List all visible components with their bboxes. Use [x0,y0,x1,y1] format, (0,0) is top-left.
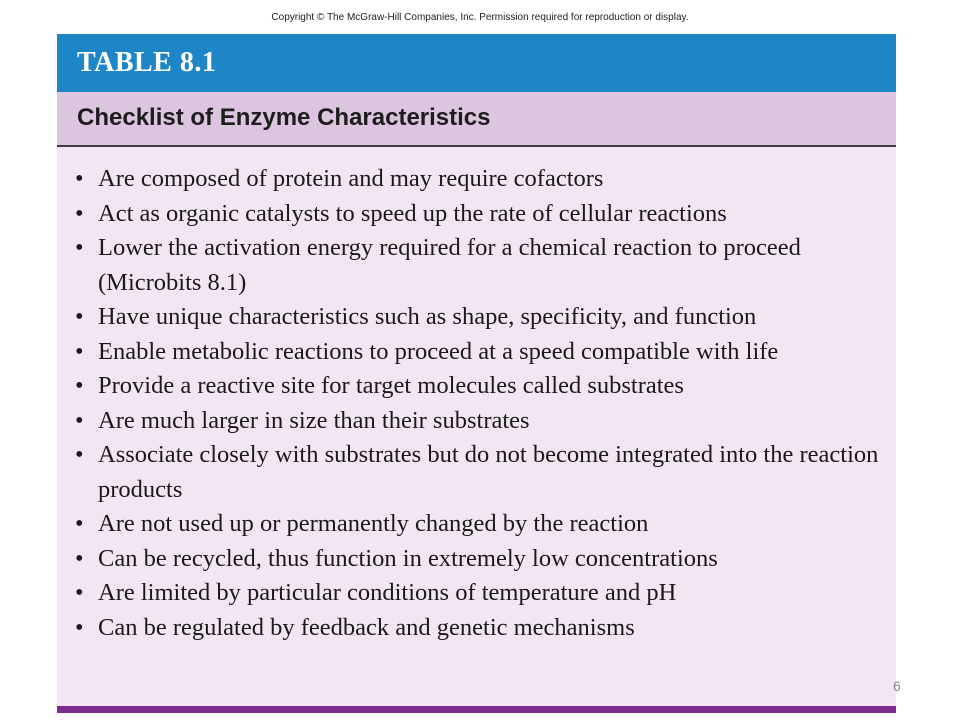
bullet-icon: • [75,579,84,606]
checklist-item [75,369,885,404]
enzyme-checklist [75,162,885,645]
checklist-item [75,404,885,439]
table-title: Checklist of Enzyme Characteristics [77,104,491,131]
checklist-item-text: Have unique characteristics such as shape, specificity, and function [98,303,757,330]
checklist-item [75,507,885,542]
checklist-item-text: Act as organic catalysts to speed up the rate of cellular reactions [98,199,727,227]
checklist-item-text: Enable metabolic reactions to proceed at a speed compatible with life [98,337,779,365]
page-number: 6 [893,678,901,694]
bullet-icon: • [75,441,84,468]
bullet-icon: • [75,372,84,399]
checklist-item-text: Provide a reactive site for target molecules called substrates [98,372,684,399]
bullet-icon: • [75,613,84,641]
bullet-icon: • [75,303,84,330]
checklist-item [75,300,885,335]
checklist-item-text: Are limited by particular conditions of temperature and pH [98,579,677,606]
checklist-item-text: Are composed of protein and may require cofactors [98,165,604,192]
checklist-item [75,162,885,197]
checklist-item [75,611,885,646]
checklist-item [75,438,885,507]
bullet-icon: • [75,199,84,227]
table-number: TABLE 8.1 [77,47,217,78]
checklist-item [75,542,885,577]
copyright-notice: Copyright © The McGraw-Hill Companies, Inc. Permission required for reproduction or display. [271,12,689,23]
checklist-item [75,335,885,370]
bullet-icon: • [75,406,84,434]
checklist-item-text: Can be regulated by feedback and genetic mechanisms [98,613,635,641]
checklist-item [75,576,885,611]
bottom-accent-bar [57,706,896,713]
table-title-bar [57,92,896,147]
bullet-icon: • [75,234,84,261]
checklist-item-text: Lower the activation energy required for a chemical reaction to proceed (Microbits 8.1) [98,234,801,296]
bullet-icon: • [75,337,84,365]
bullet-icon: • [75,510,84,537]
bullet-icon: • [75,544,84,572]
checklist-item [75,197,885,232]
bullet-icon: • [75,165,84,192]
checklist-item-text: Are much larger in size than their substrates [98,406,530,434]
checklist-item-text: Associate closely with substrates but do not become integrated into the reaction products [98,441,879,503]
table-header-bar [57,34,896,92]
table-panel [57,34,896,713]
checklist-item-text: Can be recycled, thus function in extremely low concentrations [98,544,718,572]
checklist-item-text: Are not used up or permanently changed by the reaction [98,510,649,537]
checklist-item [75,231,885,300]
